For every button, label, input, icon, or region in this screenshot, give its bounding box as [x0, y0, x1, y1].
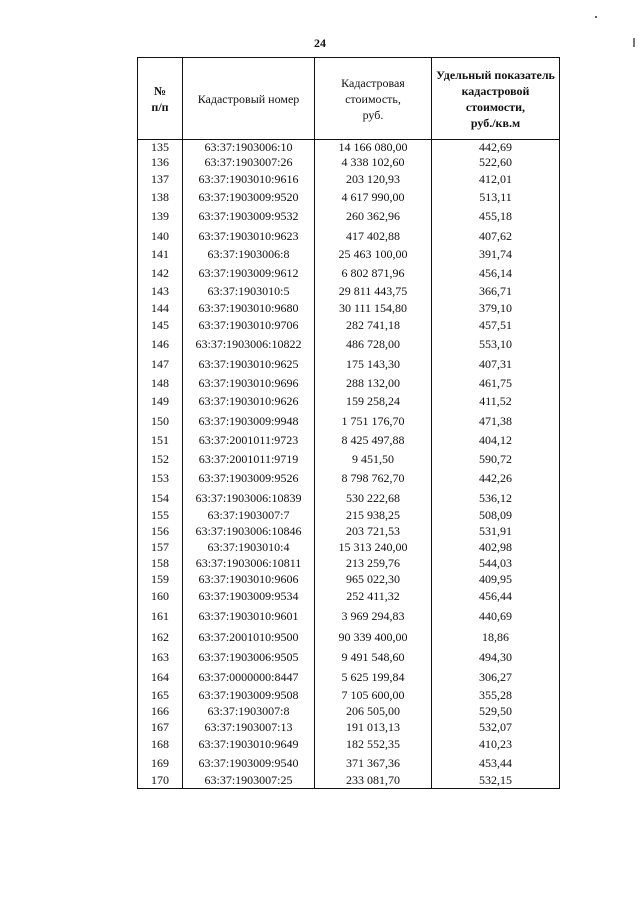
- specific-value-cell: 455,18: [432, 206, 560, 226]
- cadastral-number-cell: 63:37:1903007:8: [183, 703, 315, 719]
- row-number-cell: 167: [138, 719, 183, 735]
- specific-value-cell: 513,11: [432, 188, 560, 206]
- row-number-cell: 151: [138, 430, 183, 450]
- cadastral-number-cell: 63:37:1903006:10839: [183, 488, 315, 507]
- cadastral-value-cell: 282 741,18: [315, 316, 432, 333]
- specific-value-cell: 407,62: [432, 226, 560, 245]
- cadastral-value-cell: 9 491 548,60: [315, 647, 432, 667]
- row-number-cell: 147: [138, 354, 183, 374]
- cadastral-number-cell: 63:37:1903006:10811: [183, 555, 315, 571]
- cadastral-value-cell: 213 259,76: [315, 555, 432, 571]
- cadastral-number-cell: 63:37:1903010:9696: [183, 374, 315, 391]
- cadastral-number-cell: 63:37:1903010:4: [183, 539, 315, 555]
- cadastral-number-cell: 63:37:1903007:25: [183, 772, 315, 788]
- cadastral-value-cell: 15 313 240,00: [315, 539, 432, 555]
- specific-value-cell: 590,72: [432, 450, 560, 468]
- header-line: руб./кв.м: [470, 115, 521, 130]
- cadastral-number-cell: 63:37:1903010:9706: [183, 316, 315, 333]
- cadastral-value-cell: 191 013,13: [315, 719, 432, 735]
- row-number-cell: 150: [138, 411, 183, 430]
- cadastral-value-cell: 8 798 762,70: [315, 468, 432, 488]
- row-number-cell: 137: [138, 170, 183, 188]
- cadastral-value-cell: 371 367,36: [315, 753, 432, 772]
- cadastral-value-cell: 182 552,35: [315, 735, 432, 753]
- header-line: Кадастровый номер: [197, 91, 300, 106]
- specific-value-cell: 409,95: [432, 571, 560, 587]
- cadastral-value-cell: 159 258,24: [315, 391, 432, 411]
- cadastral-value-cell: 530 222,68: [315, 488, 432, 507]
- table-row: [138, 627, 560, 647]
- table-row: [138, 772, 560, 788]
- header-line: руб.: [362, 107, 384, 122]
- specific-value-cell: 508,09: [432, 507, 560, 523]
- table-row: [138, 719, 560, 735]
- specific-value-cell: 531,91: [432, 523, 560, 539]
- table-row: [138, 170, 560, 188]
- specific-value-cell: 411,52: [432, 391, 560, 411]
- table-row: [138, 226, 560, 245]
- cadastral-number-cell: 63:37:1903007:7: [183, 507, 315, 523]
- table-row: [138, 316, 560, 333]
- row-number-cell: 154: [138, 488, 183, 507]
- specific-value-cell: 410,23: [432, 735, 560, 753]
- cadastral-value-cell: 90 339 400,00: [315, 627, 432, 647]
- specific-value-cell: 536,12: [432, 488, 560, 507]
- table-row: [138, 587, 560, 605]
- table-row: [138, 450, 560, 468]
- specific-value-cell: 544,03: [432, 555, 560, 571]
- specific-value-cell: 306,27: [432, 667, 560, 687]
- table-row: [138, 571, 560, 587]
- table-row: [138, 735, 560, 753]
- table-row: [138, 539, 560, 555]
- table-row: [138, 647, 560, 667]
- table-row: [138, 667, 560, 687]
- row-number-cell: 149: [138, 391, 183, 411]
- cadastral-value-cell: 417 402,88: [315, 226, 432, 245]
- specific-value-cell: 494,30: [432, 647, 560, 667]
- specific-value-cell: 532,07: [432, 719, 560, 735]
- header-row-number: [138, 58, 183, 140]
- cadastral-value-cell: 6 802 871,96: [315, 263, 432, 282]
- cadastral-number-cell: 63:37:1903010:9616: [183, 170, 315, 188]
- specific-value-cell: 529,50: [432, 703, 560, 719]
- specific-value-cell: 553,10: [432, 333, 560, 354]
- header-line: стоимость,: [345, 91, 401, 106]
- cadastral-value-cell: 486 728,00: [315, 333, 432, 354]
- cadastral-number-cell: 63:37:1903009:9540: [183, 753, 315, 772]
- cadastral-number-cell: 63:37:1903006:10822: [183, 333, 315, 354]
- cadastral-number-cell: 63:37:1903009:9948: [183, 411, 315, 430]
- table-row: [138, 523, 560, 539]
- cadastral-value-cell: 7 105 600,00: [315, 687, 432, 703]
- header-line: стоимости,: [465, 99, 526, 114]
- row-number-cell: 161: [138, 605, 183, 627]
- header-specific-value: [432, 58, 560, 140]
- header-line: Удельный показатель: [436, 67, 555, 82]
- specific-value-cell: 355,28: [432, 687, 560, 703]
- scan-speck: [595, 16, 597, 18]
- specific-value-cell: 440,69: [432, 605, 560, 627]
- row-number-cell: 165: [138, 687, 183, 703]
- row-number-cell: 155: [138, 507, 183, 523]
- table-row: [138, 605, 560, 627]
- header-line: №: [153, 83, 167, 98]
- cadastral-number-cell: 63:37:1903007:26: [183, 154, 315, 170]
- table-row: [138, 411, 560, 430]
- table-row: [138, 488, 560, 507]
- table-row: [138, 154, 560, 170]
- table-row: [138, 282, 560, 300]
- row-number-cell: 138: [138, 188, 183, 206]
- row-number-cell: 153: [138, 468, 183, 488]
- cadastral-number-cell: 63:37:1903009:9526: [183, 468, 315, 488]
- table-row: [138, 555, 560, 571]
- cadastral-number-cell: 63:37:1903006:10846: [183, 523, 315, 539]
- specific-value-cell: 404,12: [432, 430, 560, 450]
- cadastral-number-cell: 63:37:1903010:9680: [183, 300, 315, 316]
- row-number-cell: 163: [138, 647, 183, 667]
- specific-value-cell: 522,60: [432, 154, 560, 170]
- cadastral-value-cell: 206 505,00: [315, 703, 432, 719]
- header-cadastral-number: [183, 58, 315, 140]
- table-row: [138, 507, 560, 523]
- cadastral-value-table: [137, 57, 560, 789]
- specific-value-cell: 18,86: [432, 627, 560, 647]
- table-row: [138, 753, 560, 772]
- cadastral-number-cell: 63:37:1903010:9625: [183, 354, 315, 374]
- cadastral-value-cell: 203 721,53: [315, 523, 432, 539]
- cadastral-value-cell: 965 022,30: [315, 571, 432, 587]
- row-number-cell: 164: [138, 667, 183, 687]
- row-number-cell: 136: [138, 154, 183, 170]
- cadastral-value-cell: 29 811 443,75: [315, 282, 432, 300]
- cadastral-number-cell: 63:37:2001010:9500: [183, 627, 315, 647]
- scan-edge-mark: [633, 38, 635, 47]
- cadastral-value-cell: 260 362,96: [315, 206, 432, 226]
- cadastral-number-cell: 63:37:1903010:9623: [183, 226, 315, 245]
- specific-value-cell: 379,10: [432, 300, 560, 316]
- row-number-cell: 141: [138, 245, 183, 263]
- cadastral-value-cell: 175 143,30: [315, 354, 432, 374]
- cadastral-number-cell: 63:37:1903009:9532: [183, 206, 315, 226]
- cadastral-value-cell: 252 411,32: [315, 587, 432, 605]
- cadastral-value-cell: 14 166 080,00: [315, 140, 432, 155]
- row-number-cell: 160: [138, 587, 183, 605]
- cadastral-value-cell: 233 081,70: [315, 772, 432, 788]
- header-cadastral-value: [315, 58, 432, 140]
- cadastral-number-cell: 63:37:1903010:9649: [183, 735, 315, 753]
- header-line: кадастровой: [461, 83, 530, 98]
- row-number-cell: 169: [138, 753, 183, 772]
- cadastral-value-cell: 5 625 199,84: [315, 667, 432, 687]
- specific-value-cell: 461,75: [432, 374, 560, 391]
- cadastral-value-cell: 30 111 154,80: [315, 300, 432, 316]
- page-number: 24: [314, 36, 326, 50]
- cadastral-value-cell: 203 120,93: [315, 170, 432, 188]
- cadastral-value-cell: 4 338 102,60: [315, 154, 432, 170]
- table-row: [138, 374, 560, 391]
- row-number-cell: 143: [138, 282, 183, 300]
- row-number-cell: 170: [138, 772, 183, 788]
- table-row: [138, 468, 560, 488]
- table-row: [138, 245, 560, 263]
- cadastral-number-cell: 63:37:1903006:9505: [183, 647, 315, 667]
- table-row: [138, 687, 560, 703]
- row-number-cell: 146: [138, 333, 183, 354]
- row-number-cell: 139: [138, 206, 183, 226]
- row-number-cell: 144: [138, 300, 183, 316]
- specific-value-cell: 456,14: [432, 263, 560, 282]
- row-number-cell: 142: [138, 263, 183, 282]
- header-line: п/п: [151, 99, 169, 114]
- cadastral-value-cell: 1 751 176,70: [315, 411, 432, 430]
- row-number-cell: 152: [138, 450, 183, 468]
- specific-value-cell: 407,31: [432, 354, 560, 374]
- cadastral-number-cell: 63:37:1903007:13: [183, 719, 315, 735]
- table-row: [138, 206, 560, 226]
- specific-value-cell: 532,15: [432, 772, 560, 788]
- row-number-cell: 145: [138, 316, 183, 333]
- cadastral-number-cell: 63:37:2001011:9719: [183, 450, 315, 468]
- row-number-cell: 168: [138, 735, 183, 753]
- row-number-cell: 135: [138, 140, 183, 155]
- specific-value-cell: 366,71: [432, 282, 560, 300]
- cadastral-value-cell: 8 425 497,88: [315, 430, 432, 450]
- specific-value-cell: 412,01: [432, 170, 560, 188]
- row-number-cell: 166: [138, 703, 183, 719]
- cadastral-number-cell: 63:37:1903010:9606: [183, 571, 315, 587]
- table-row: [138, 333, 560, 354]
- cadastral-number-cell: 63:37:1903006:8: [183, 245, 315, 263]
- row-number-cell: 158: [138, 555, 183, 571]
- cadastral-number-cell: 63:37:1903009:9612: [183, 263, 315, 282]
- row-number-cell: 140: [138, 226, 183, 245]
- specific-value-cell: 457,51: [432, 316, 560, 333]
- cadastral-number-cell: 63:37:1903010:9601: [183, 605, 315, 627]
- cadastral-number-cell: 63:37:1903009:9520: [183, 188, 315, 206]
- table-row: [138, 354, 560, 374]
- row-number-cell: 162: [138, 627, 183, 647]
- table-row: [138, 188, 560, 206]
- cadastral-number-cell: 63:37:1903010:5: [183, 282, 315, 300]
- cadastral-number-cell: 63:37:1903006:10: [183, 140, 315, 155]
- row-number-cell: 159: [138, 571, 183, 587]
- cadastral-value-cell: 25 463 100,00: [315, 245, 432, 263]
- cadastral-number-cell: 63:37:1903009:9534: [183, 587, 315, 605]
- specific-value-cell: 391,74: [432, 245, 560, 263]
- cadastral-number-cell: 63:37:0000000:8447: [183, 667, 315, 687]
- specific-value-cell: 456,44: [432, 587, 560, 605]
- cadastral-value-cell: 215 938,25: [315, 507, 432, 523]
- row-number-cell: 157: [138, 539, 183, 555]
- header-line: Кадастровая: [341, 75, 405, 90]
- table-row: [138, 703, 560, 719]
- table-row: [138, 263, 560, 282]
- row-number-cell: 148: [138, 374, 183, 391]
- cadastral-number-cell: 63:37:2001011:9723: [183, 430, 315, 450]
- specific-value-cell: 442,26: [432, 468, 560, 488]
- specific-value-cell: 442,69: [432, 140, 560, 155]
- table-row: [138, 140, 560, 155]
- cadastral-value-cell: 3 969 294,83: [315, 605, 432, 627]
- table-body: [138, 140, 560, 789]
- cadastral-number-cell: 63:37:1903009:9508: [183, 687, 315, 703]
- cadastral-value-cell: 288 132,00: [315, 374, 432, 391]
- specific-value-cell: 453,44: [432, 753, 560, 772]
- specific-value-cell: 402,98: [432, 539, 560, 555]
- table-header-row: [138, 58, 560, 140]
- row-number-cell: 156: [138, 523, 183, 539]
- cadastral-value-cell: 4 617 990,00: [315, 188, 432, 206]
- cadastral-number-cell: 63:37:1903010:9626: [183, 391, 315, 411]
- table-row: [138, 430, 560, 450]
- specific-value-cell: 471,38: [432, 411, 560, 430]
- table-row: [138, 391, 560, 411]
- table-row: [138, 300, 560, 316]
- cadastral-value-cell: 9 451,50: [315, 450, 432, 468]
